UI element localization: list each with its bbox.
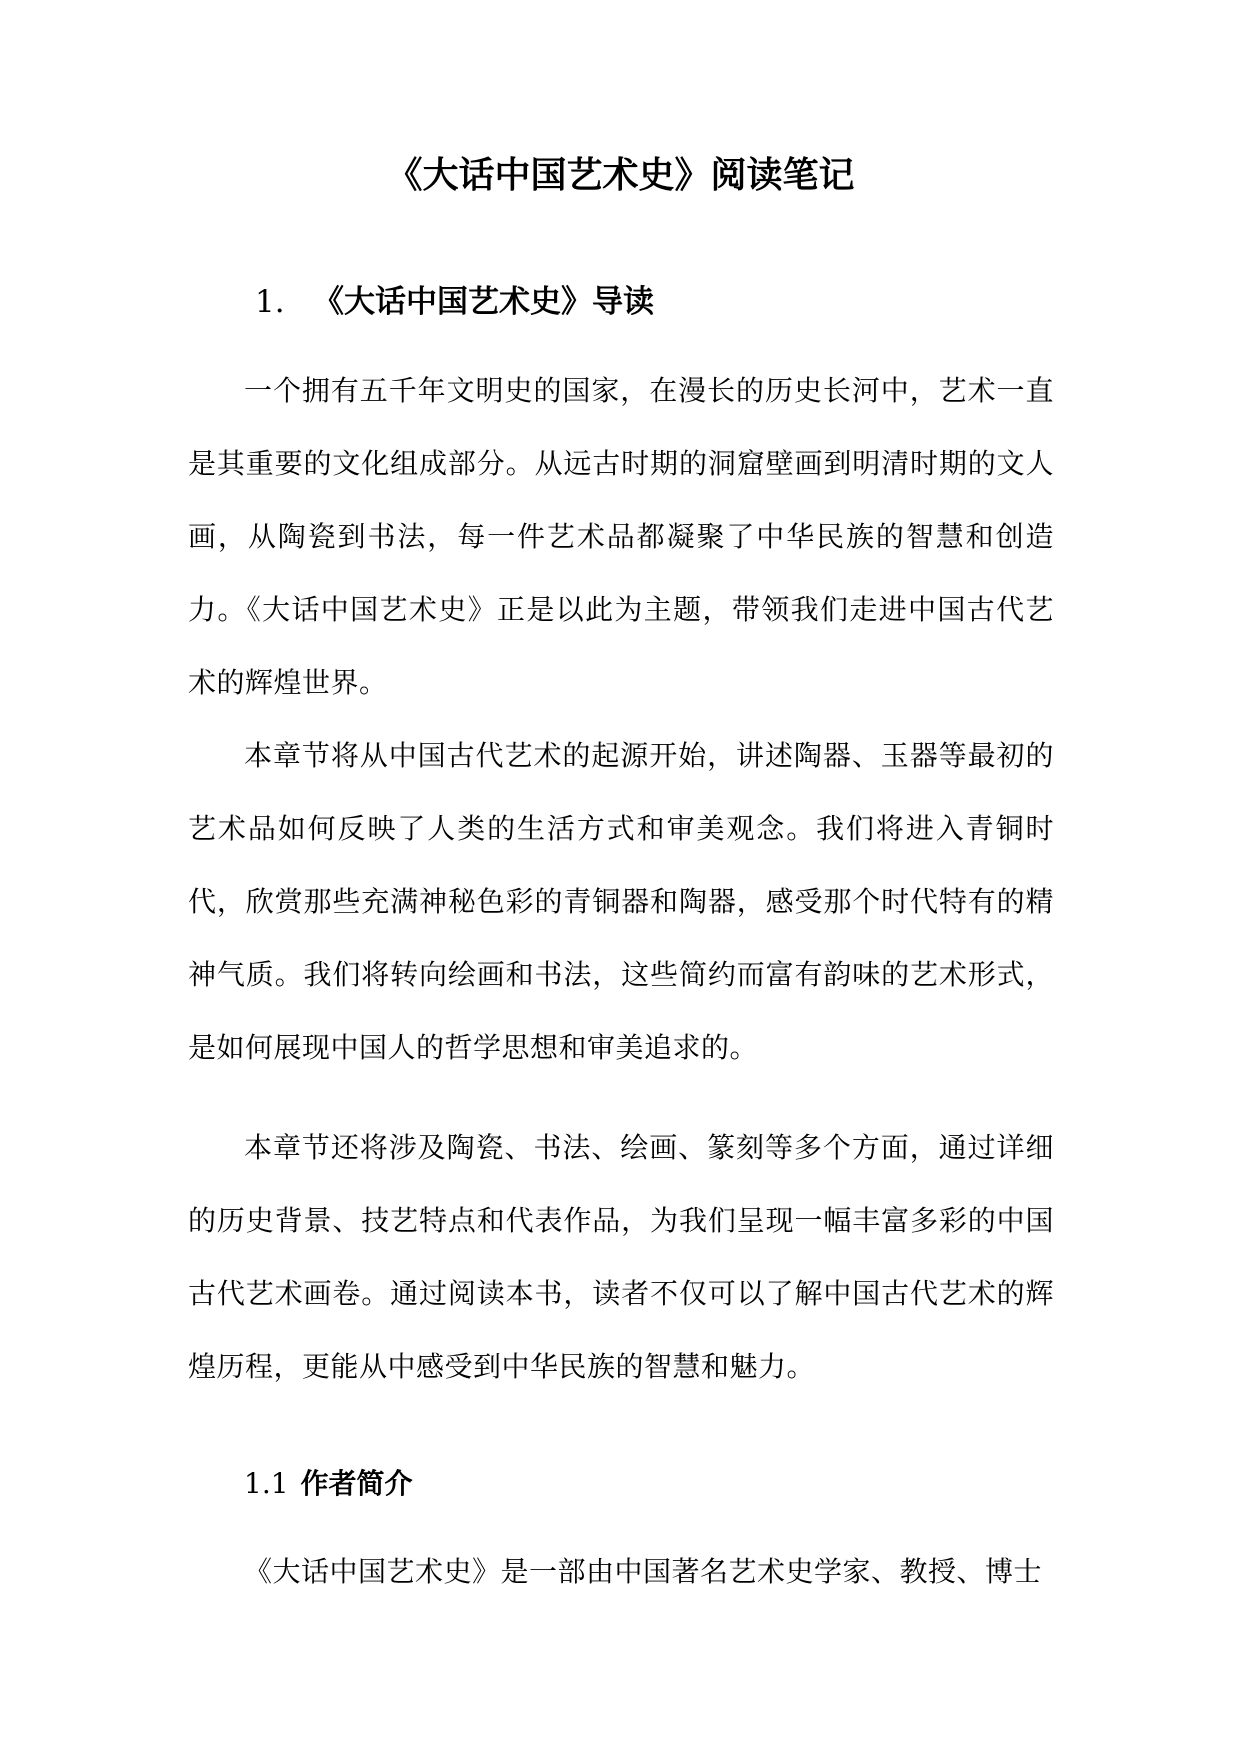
section-number: 1. <box>255 284 285 320</box>
section-heading-text: 《大话中国艺术史》导读 <box>313 284 654 320</box>
paragraph-intro: 一个拥有五千年文明史的国家，在漫长的历史长河中，艺术一直是其重要的文化组成部分。从远古时期的洞窟壁画到明清时期的文人画，从陶瓷到书法，每一件艺术品都凝聚了中华民族的智慧和创造力。《大话中国艺术史》正是以此为主题，带领我们走进中国古代艺术的辉煌世界。 <box>188 374 1054 699</box>
paragraph-origins: 本章节将从中国古代艺术的起源开始，讲述陶器、玉器等最初的艺术品如何反映了人类的生活方式和审美观念。我们将进入青铜时代，欣赏那些充满神秘色彩的青铜器和陶器，感受那个时代特有的精神气质。我们将转向绘画和书法，这些简约而富有韵味的艺术形式，是如何展现中国人的哲学思想和审美追求的。 <box>188 739 1054 1064</box>
section-heading-1 <box>255 272 654 332</box>
subsection-heading-1-1 <box>244 1454 413 1514</box>
paragraph-author: 《大话中国艺术史》是一部由中国著名艺术史学家、教授、博士 <box>244 1555 1043 1588</box>
subsection-number: 1.1 <box>244 1467 289 1500</box>
subsection-heading-text: 作者简介 <box>300 1467 413 1500</box>
paragraph-scope: 本章节还将涉及陶瓷、书法、绘画、篆刻等多个方面，通过详细的历史背景、技艺特点和代表作品，为我们呈现一幅丰富多彩的中国古代艺术画卷。通过阅读本书，读者不仅可以了解中国古代艺术的辉煌历程，更能从中感受到中华民族的智慧和魅力。 <box>188 1131 1054 1383</box>
document-title: 《大话中国艺术史》阅读笔记 <box>386 155 855 196</box>
